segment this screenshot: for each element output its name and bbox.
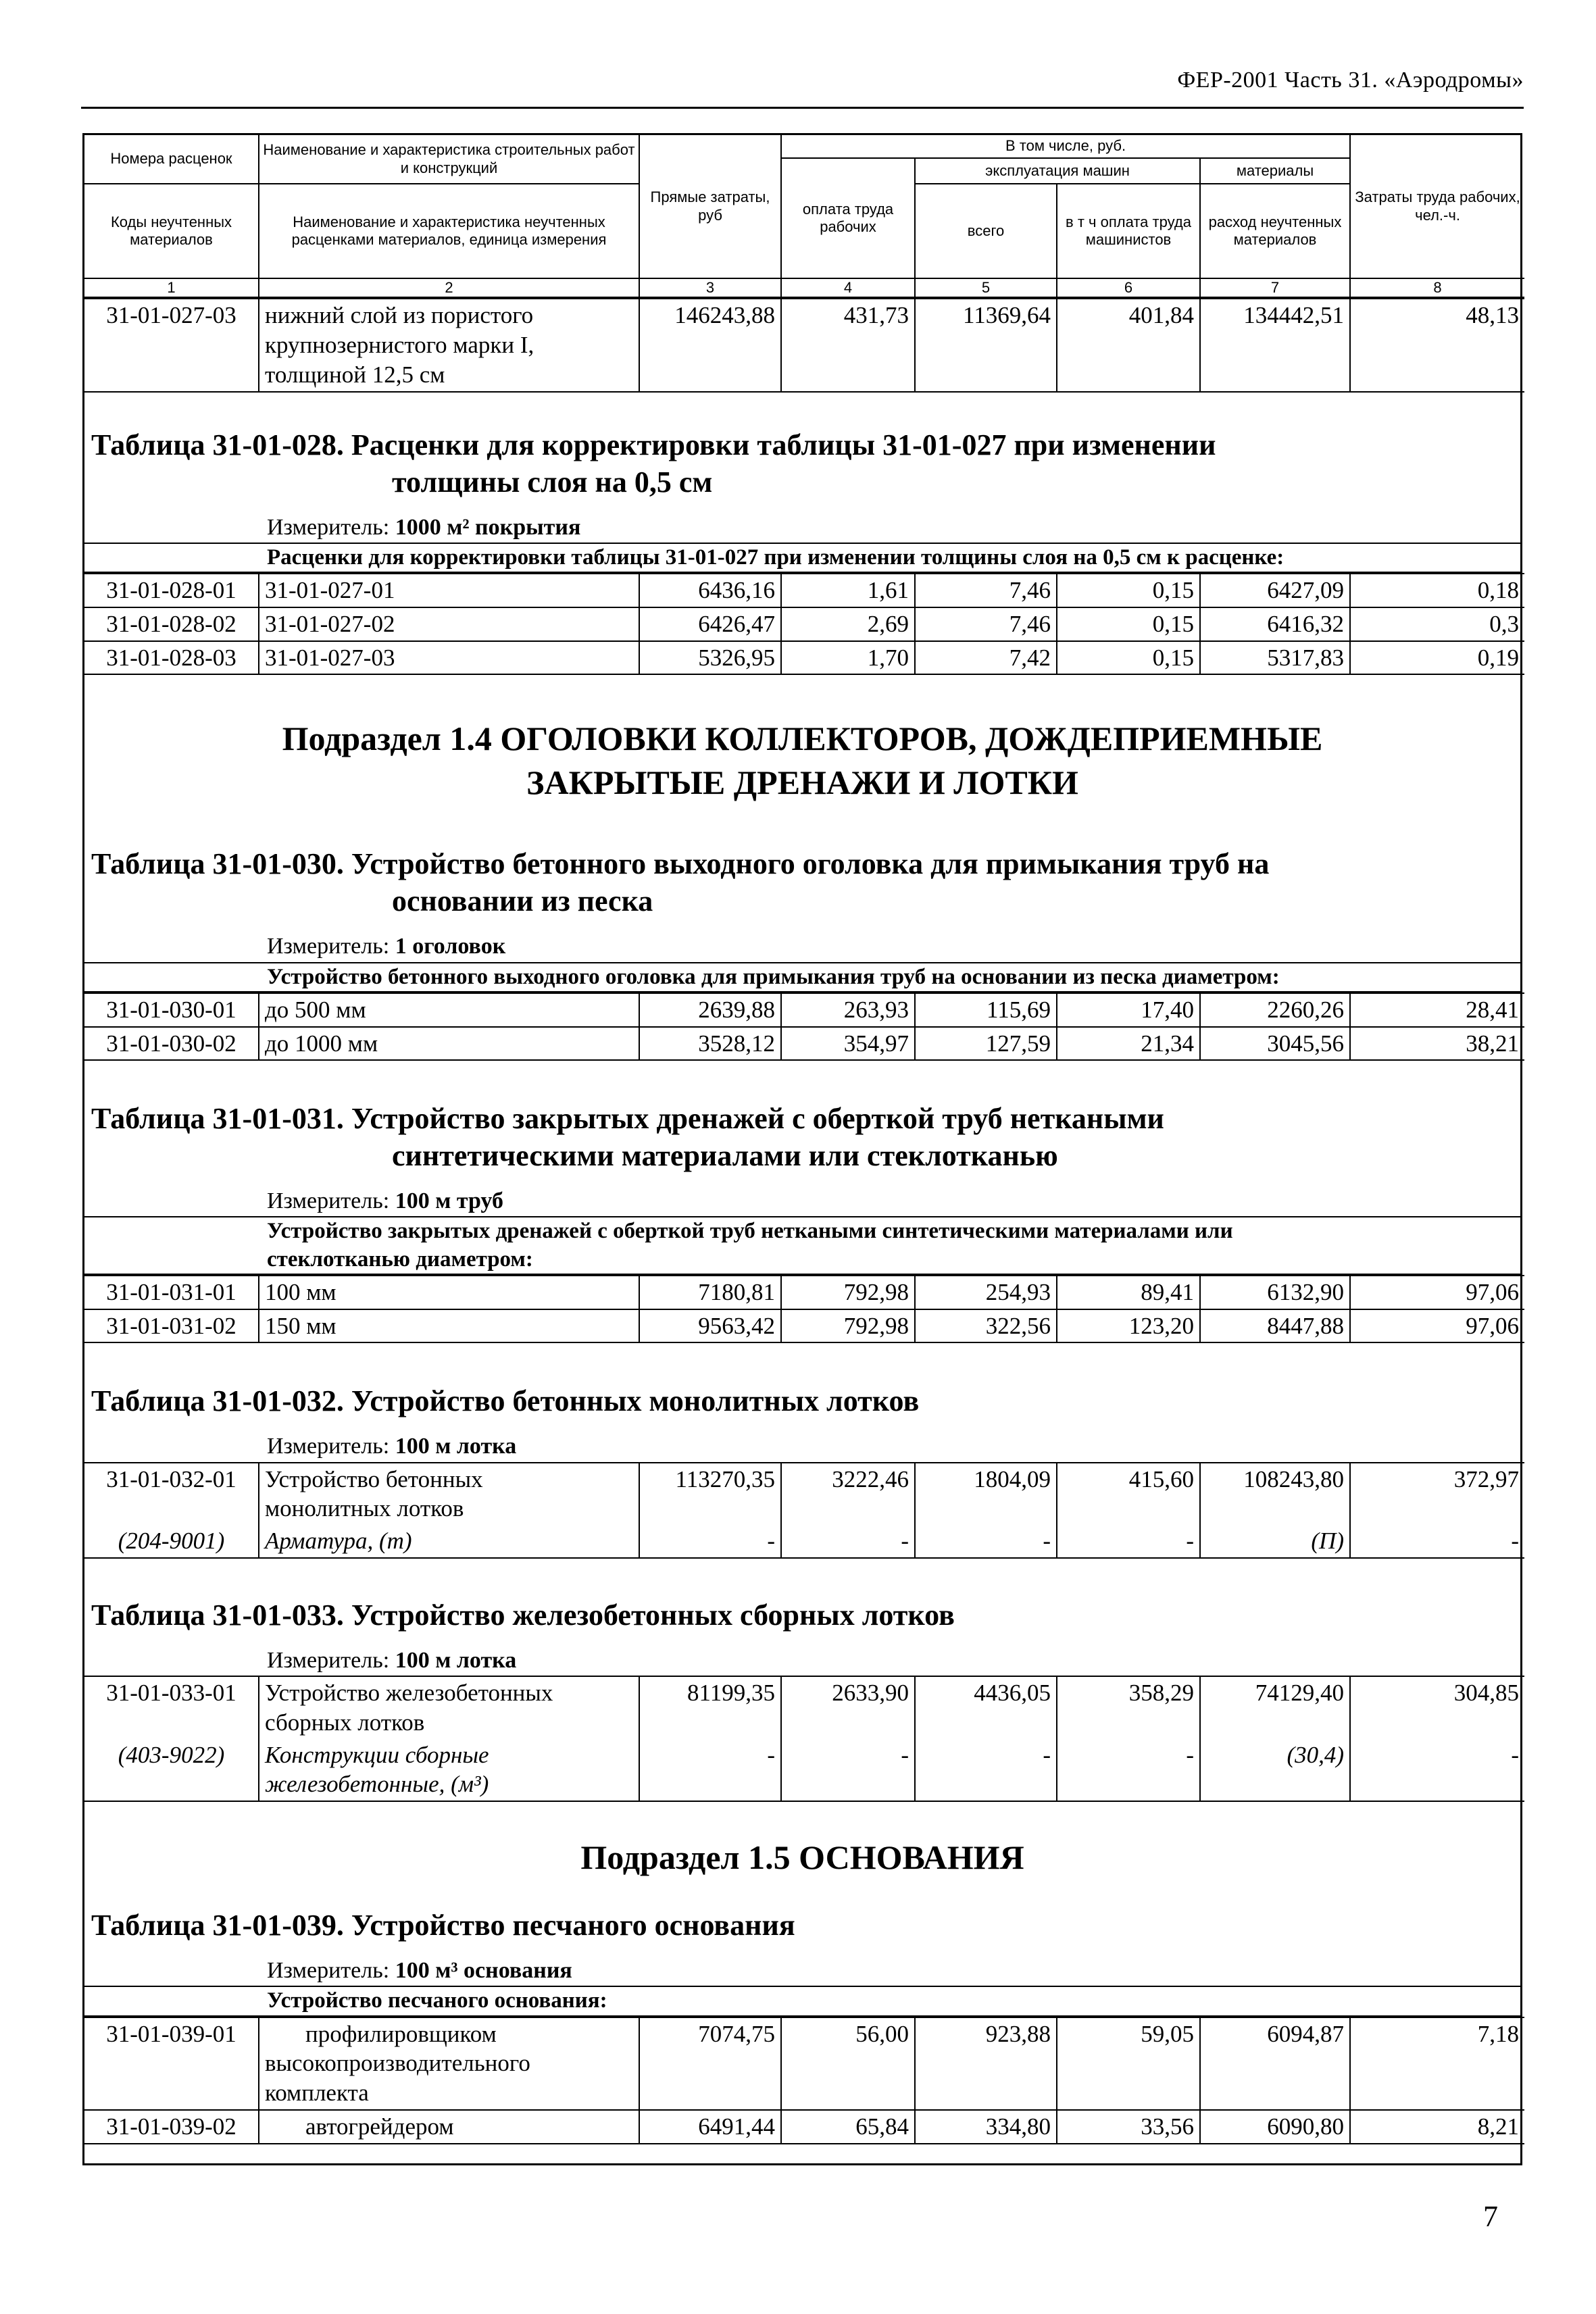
group-heading-031: [84, 1216, 1520, 1275]
group-heading-039: Устройство песчаного основания:: [84, 1986, 1520, 2016]
rate-name-line: высокопроизводительного: [265, 2050, 530, 2077]
col-number: 2: [259, 278, 639, 297]
col-number: 8: [1350, 278, 1524, 297]
direct-cost: 81199,35: [639, 1676, 781, 1739]
page-number: 7: [1483, 2200, 1498, 2233]
direct-cost: -: [639, 1525, 781, 1558]
rate-name-line: Устройство бетонных: [265, 1465, 483, 1492]
workers-pay: -: [781, 1525, 915, 1558]
column-header: [84, 135, 1524, 298]
table-row: [84, 1276, 1524, 1309]
rate-name: 31-01-027-03: [259, 641, 639, 675]
material-row: [84, 1739, 1524, 1802]
workers-pay: 65,84: [781, 2110, 915, 2144]
workers-pay: 1,61: [781, 574, 915, 607]
rate-name: [259, 1676, 639, 1739]
machinists-pay: 0,15: [1057, 574, 1200, 607]
col-number: 5: [915, 278, 1057, 297]
rate-name: [259, 299, 639, 391]
workers-pay: 431,73: [781, 299, 915, 391]
machines-total: 1804,09: [915, 1463, 1057, 1526]
table-title-030: [84, 845, 1520, 920]
rate-name: [259, 2017, 639, 2110]
rate-table-030: [84, 992, 1524, 1061]
meter-039: [84, 1956, 1520, 1986]
rate-name: 100 мм: [259, 1276, 639, 1309]
materials-cost: (30,4): [1200, 1739, 1350, 1802]
table-row: [84, 1309, 1524, 1343]
subsection-title-line: Подраздел 1.5 ОСНОВАНИЯ: [580, 1838, 1024, 1877]
materials-cost: 6416,32: [1200, 607, 1350, 641]
rate-name: до 500 мм: [259, 993, 639, 1027]
rate-name-line: монолитных лотков: [265, 1495, 464, 1522]
material-name-line: Конструкции сборные: [265, 1741, 489, 1768]
machines-total: 7,42: [915, 641, 1057, 675]
col-number: 1: [84, 278, 259, 297]
meter-028: [84, 513, 1520, 543]
table-row: [84, 298, 1524, 392]
col-machinists-pay-header: в т ч оплата труда машинистов: [1057, 184, 1200, 278]
materials-cost: 5317,83: [1200, 641, 1350, 675]
table-title-line: толщины слоя на 0,5 см: [392, 465, 713, 499]
materials-cost: 8447,88: [1200, 1309, 1350, 1343]
material-code: (204-9001): [84, 1525, 259, 1558]
rate-code: 31-01-039-02: [84, 2110, 259, 2144]
rate-name-line: нижний слой из пористого: [265, 302, 534, 329]
materials-cost: 2260,26: [1200, 993, 1350, 1027]
labor-cost: 7,18: [1350, 2017, 1524, 2110]
machinists-pay: 358,29: [1057, 1676, 1200, 1739]
rate-name-line: сборных лотков: [265, 1709, 425, 1736]
labor-cost: 97,06: [1350, 1309, 1524, 1343]
materials-cost: 6090,80: [1200, 2110, 1350, 2144]
materials-cost: 74129,40: [1200, 1676, 1350, 1739]
meter-032: [84, 1432, 1520, 1461]
workers-pay: 56,00: [781, 2017, 915, 2110]
table-row: [84, 2017, 1524, 2110]
rate-name-line: толщиной 12,5 см: [265, 361, 445, 388]
materials-cost: 108243,80: [1200, 1463, 1350, 1526]
meter-value: 100 м лотка: [395, 1434, 517, 1459]
material-row: [84, 1525, 1524, 1558]
table-title-039: [84, 1907, 1520, 1944]
labor-cost: 97,06: [1350, 1276, 1524, 1309]
col-material-name-header: Наименование и характеристика неучтенных расценками материалов, единица измерения: [259, 184, 639, 278]
group-heading-028: Расценки для корректировки таблицы 31-01-027 при изменении толщины слоя на 0,5 см к расценке:: [84, 543, 1520, 573]
col-material-code-header: Коды неучтенных материалов: [84, 184, 259, 278]
col-including-header: В том числе, руб.: [781, 135, 1350, 158]
meter-031: [84, 1186, 1520, 1216]
rate-table-031: [84, 1275, 1524, 1344]
table-row: [84, 574, 1524, 607]
table-row: [84, 2110, 1524, 2144]
meter-value: 100 м³ основания: [395, 1958, 572, 1984]
direct-cost: 9563,42: [639, 1309, 781, 1343]
rate-code: 31-01-030-01: [84, 993, 259, 1027]
rate-code: 31-01-031-01: [84, 1276, 259, 1309]
table-title-032: [84, 1382, 1520, 1419]
table-title-028: [84, 426, 1520, 501]
direct-cost: 5326,95: [639, 641, 781, 675]
meter-label: Измеритель:: [267, 1958, 390, 1984]
rate-name: [259, 2110, 639, 2144]
table-title-line: Таблица 31-01-031. Устройство закрытых дренажей с оберткой труб неткаными: [91, 1102, 1164, 1136]
material-name: [259, 1739, 639, 1802]
direct-cost: 3528,12: [639, 1027, 781, 1061]
rate-table-033: [84, 1676, 1524, 1802]
machinists-pay: -: [1057, 1525, 1200, 1558]
col-number: 6: [1057, 278, 1200, 297]
labor-cost: 304,85: [1350, 1676, 1524, 1739]
meter-033: [84, 1646, 1520, 1676]
rate-name-line: автогрейдером: [305, 2113, 454, 2140]
table-title-line: синтетическими материалами или стеклотканью: [392, 1139, 1058, 1173]
table-row: [84, 641, 1524, 675]
meter-value: 100 м труб: [395, 1188, 503, 1214]
direct-cost: -: [639, 1739, 781, 1802]
machines-total: 4436,05: [915, 1676, 1057, 1739]
material-name: Арматура, (т): [259, 1525, 639, 1558]
subsection-title-1-4: [84, 717, 1520, 805]
meter-label: Измеритель:: [267, 514, 390, 540]
machinists-pay: 401,84: [1057, 299, 1200, 391]
labor-cost: 28,41: [1350, 993, 1524, 1027]
table-row: [84, 993, 1524, 1027]
materials-cost: 3045,56: [1200, 1027, 1350, 1061]
running-header: ФЕР-2001 Часть 31. «Аэродромы»: [1177, 68, 1524, 93]
machines-total: -: [915, 1739, 1057, 1802]
meter-label: Измеритель:: [267, 1647, 390, 1673]
rate-code: 31-01-033-01: [84, 1676, 259, 1739]
machinists-pay: 0,15: [1057, 641, 1200, 675]
machines-total: 923,88: [915, 2017, 1057, 2110]
workers-pay: -: [781, 1739, 915, 1802]
workers-pay: 2,69: [781, 607, 915, 641]
rate-name: 31-01-027-01: [259, 574, 639, 607]
machines-total: 7,46: [915, 574, 1057, 607]
subsection-title-1-5: [84, 1836, 1520, 1880]
rate-code: 31-01-028-01: [84, 574, 259, 607]
workers-pay: 354,97: [781, 1027, 915, 1061]
direct-cost: 6491,44: [639, 2110, 781, 2144]
machines-total: 322,56: [915, 1309, 1057, 1343]
labor-cost: 48,13: [1350, 299, 1524, 391]
rate-table-028: [84, 573, 1524, 675]
workers-pay: 3222,46: [781, 1463, 915, 1526]
table-title-line: Таблица 31-01-033. Устройство железобетонных сборных лотков: [91, 1598, 955, 1632]
materials-cost: 6427,09: [1200, 574, 1350, 607]
machinists-pay: 59,05: [1057, 2017, 1200, 2110]
machines-total: 115,69: [915, 993, 1057, 1027]
rate-code: 31-01-027-03: [84, 299, 259, 391]
workers-pay: 263,93: [781, 993, 915, 1027]
machines-total: 127,59: [915, 1027, 1057, 1061]
rate-code: 31-01-030-02: [84, 1027, 259, 1061]
machinists-pay: 17,40: [1057, 993, 1200, 1027]
table-row: [84, 1676, 1524, 1739]
workers-pay: 792,98: [781, 1276, 915, 1309]
rate-name: 150 мм: [259, 1309, 639, 1343]
rate-code: 31-01-039-01: [84, 2017, 259, 2110]
meter-label: Измеритель:: [267, 1434, 390, 1459]
table-title-line: Таблица 31-01-028. Расценки для корректировки таблицы 31-01-027 при изменении: [91, 428, 1216, 461]
materials-cost: (П): [1200, 1525, 1350, 1558]
labor-cost: 0,18: [1350, 574, 1524, 607]
table-title-line: Таблица 31-01-032. Устройство бетонных монолитных лотков: [91, 1384, 920, 1418]
table-title-line: Таблица 31-01-039. Устройство песчаного основания: [91, 1909, 795, 1942]
col-machines-total-header: всего: [915, 184, 1057, 278]
rate-name-line: крупнозернистого марки I,: [265, 332, 534, 359]
col-machines-header: эксплуатация машин: [915, 158, 1200, 184]
header-rule: [81, 107, 1524, 109]
col-number: 3: [639, 278, 781, 297]
direct-cost: 7074,75: [639, 2017, 781, 2110]
direct-cost: 2639,88: [639, 993, 781, 1027]
workers-pay: 792,98: [781, 1309, 915, 1343]
materials-cost: 134442,51: [1200, 299, 1350, 391]
labor-cost: -: [1350, 1525, 1524, 1558]
labor-cost: 372,97: [1350, 1463, 1524, 1526]
subsection-title-line: ЗАКРЫТЫЕ ДРЕНАЖИ И ЛОТКИ: [526, 763, 1078, 802]
direct-cost: 6436,16: [639, 574, 781, 607]
meter-label: Измеритель:: [267, 934, 390, 959]
machines-total: 254,93: [915, 1276, 1057, 1309]
direct-cost: 7180,81: [639, 1276, 781, 1309]
meter-value: 1000 м² покрытия: [395, 514, 581, 540]
direct-cost: 6426,47: [639, 607, 781, 641]
rate-name-line: Устройство железобетонных: [265, 1680, 553, 1707]
rate-table-039: [84, 2017, 1524, 2144]
workers-pay: 1,70: [781, 641, 915, 675]
col-rate-number-header: Номера расценок: [84, 135, 259, 184]
direct-cost: 113270,35: [639, 1463, 781, 1526]
machinists-pay: 89,41: [1057, 1276, 1200, 1309]
rate-name: до 1000 мм: [259, 1027, 639, 1061]
materials-cost: 6132,90: [1200, 1276, 1350, 1309]
workers-pay: 2633,90: [781, 1676, 915, 1739]
labor-cost: -: [1350, 1739, 1524, 1802]
machines-total: 11369,64: [915, 299, 1057, 391]
group-heading-030: Устройство бетонного выходного оголовка для примыкания труб на основании из песка диаметром:: [84, 962, 1520, 992]
machinists-pay: 21,34: [1057, 1027, 1200, 1061]
rate-name-line: профилировщиком: [305, 2020, 497, 2047]
meter-030: [84, 932, 1520, 961]
machinists-pay: 33,56: [1057, 2110, 1200, 2144]
col-number: 7: [1200, 278, 1350, 297]
labor-cost: 38,21: [1350, 1027, 1524, 1061]
rate-code: 31-01-028-03: [84, 641, 259, 675]
machinists-pay: -: [1057, 1739, 1200, 1802]
labor-cost: 8,21: [1350, 2110, 1524, 2144]
col-labor-header: Затраты труда рабочих, чел.-ч.: [1350, 135, 1524, 278]
col-number: 4: [781, 278, 915, 297]
col-direct-cost-header: Прямые затраты, руб: [639, 135, 781, 278]
col-materials-header: материалы: [1200, 158, 1350, 184]
machinists-pay: 415,60: [1057, 1463, 1200, 1526]
meter-label: Измеритель:: [267, 1188, 390, 1214]
table-title-line: основании из песка: [392, 884, 653, 918]
rate-name: 31-01-027-02: [259, 607, 639, 641]
price-table-sheet: [82, 133, 1522, 2165]
rate-name-line: комплекта: [265, 2080, 369, 2107]
machinists-pay: 0,15: [1057, 607, 1200, 641]
col-workers-pay-header: оплата труда рабочих: [781, 158, 915, 278]
material-name-line: железобетонные, (м³): [265, 1771, 489, 1798]
rate-name: [259, 1463, 639, 1526]
materials-cost: 6094,87: [1200, 2017, 1350, 2110]
table-row: [84, 607, 1524, 641]
meter-value: 1 оголовок: [395, 934, 506, 959]
machines-total: 7,46: [915, 607, 1057, 641]
group-heading-line: Устройство закрытых дренажей с оберткой труб неткаными синтетическими материалами или: [267, 1219, 1233, 1244]
machines-total: -: [915, 1525, 1057, 1558]
rate-table-032: [84, 1462, 1524, 1559]
labor-cost: 0,3: [1350, 607, 1524, 641]
table-row: [84, 1027, 1524, 1061]
subsection-title-line: Подраздел 1.4 ОГОЛОВКИ КОЛЛЕКТОРОВ, ДОЖДЕПРИЕМНЫЕ: [282, 720, 1323, 758]
table-title-line: Таблица 31-01-030. Устройство бетонного выходного оголовка для примыкания труб на: [91, 847, 1270, 881]
rate-code: 31-01-032-01: [84, 1463, 259, 1526]
direct-cost: 146243,88: [639, 299, 781, 391]
table-title-031: [84, 1100, 1520, 1174]
material-code: (403-9022): [84, 1739, 259, 1802]
table-row: [84, 1463, 1524, 1526]
col-materials-unacc-header: расход неучтенных материалов: [1200, 184, 1350, 278]
machines-total: 334,80: [915, 2110, 1057, 2144]
labor-cost: 0,19: [1350, 641, 1524, 675]
col-work-name-header: Наименование и характеристика строительных работ и конструкций: [259, 135, 639, 184]
meter-value: 100 м лотка: [395, 1647, 517, 1673]
machinists-pay: 123,20: [1057, 1309, 1200, 1343]
group-heading-line: стеклотканью диаметром:: [267, 1247, 533, 1272]
rate-code: 31-01-031-02: [84, 1309, 259, 1343]
table-title-033: [84, 1596, 1520, 1634]
rate-code: 31-01-028-02: [84, 607, 259, 641]
